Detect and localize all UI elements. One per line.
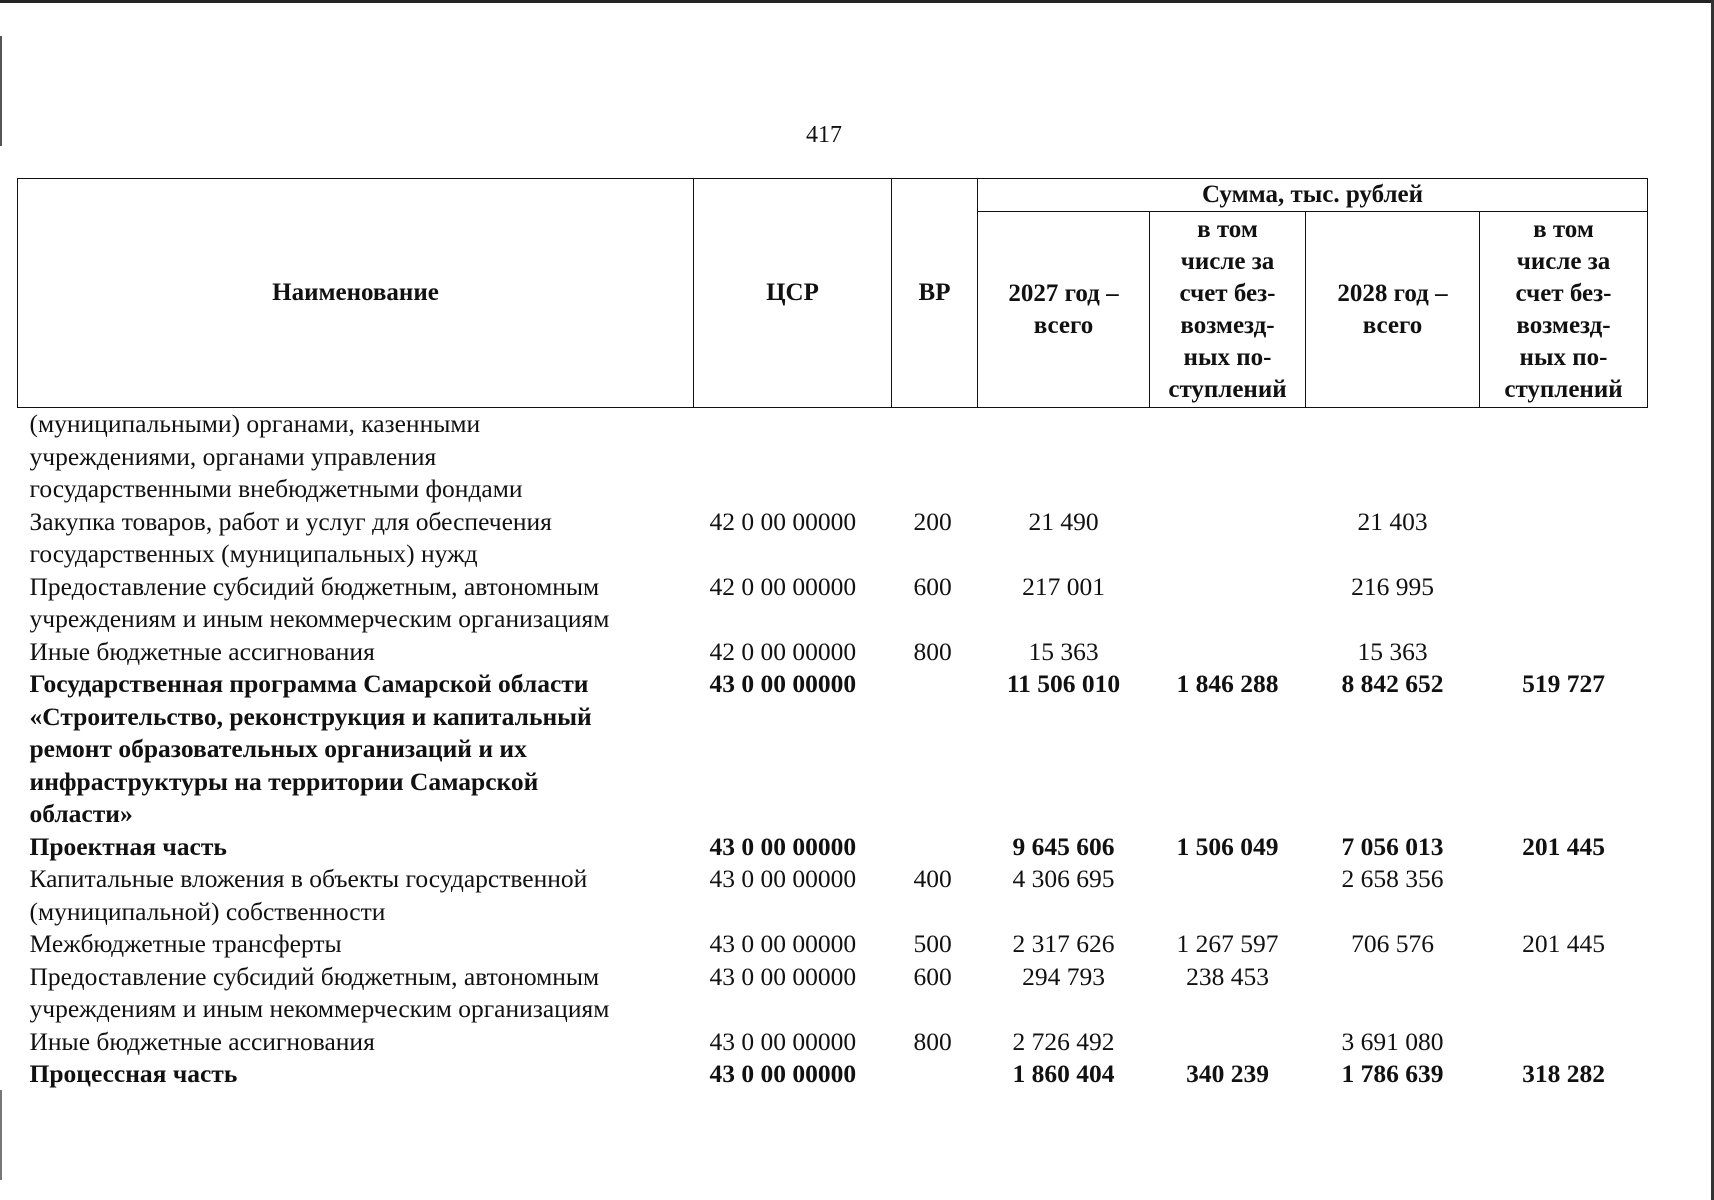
cell-vr: 400 <box>913 864 952 893</box>
cell-2028-total: 2 658 356 <box>1341 864 1444 893</box>
table-row <box>18 863 1648 928</box>
scan-edge-left <box>0 36 2 146</box>
cell-vr: 200 <box>913 506 952 536</box>
cell-name-line: Капитальные вложения в объекты государственной <box>29 864 588 893</box>
cell-name-line: учреждениями, органами управления <box>29 441 437 471</box>
cell-2027-total: 1 860 404 <box>1012 1059 1115 1088</box>
cell-2027-total: 2 726 492 <box>1012 1026 1115 1056</box>
table-row <box>18 668 1648 831</box>
cell-2028-gratuitous <box>1480 1026 1648 1059</box>
cell-2027-total: 15 363 <box>1028 636 1099 666</box>
table-row <box>18 831 1648 864</box>
cell-vr: 600 <box>913 961 952 991</box>
cell-name-line: Проектная часть <box>29 831 227 861</box>
table-row <box>18 571 1648 636</box>
cell-2027-gratuitous <box>1150 636 1306 669</box>
header-2027-gratuitous-line: ных по- <box>1183 343 1272 371</box>
cell-name <box>18 928 694 961</box>
cell-name-line: Государственная программа Самарской области <box>29 669 589 698</box>
cell-2028-gratuitous <box>1480 408 1648 506</box>
cell-2028-gratuitous: 201 445 <box>1522 929 1605 958</box>
cell-2027-gratuitous: 340 239 <box>1186 1059 1269 1088</box>
header-2027-gratuitous-line: ступлений <box>1168 375 1287 403</box>
cell-2027-total: 294 793 <box>1022 961 1105 991</box>
cell-csr: 43 0 00 00000 <box>709 864 857 893</box>
header-2028-gratuitous-line: возмезд- <box>1516 311 1611 339</box>
cell-csr <box>694 408 892 506</box>
table-row <box>18 1058 1648 1091</box>
cell-name-line: Межбюджетные трансферты <box>29 929 342 958</box>
cell-name <box>18 961 694 1026</box>
table-row <box>18 961 1648 1026</box>
cell-name-line: государственными внебюджетными фондами <box>29 474 523 503</box>
cell-csr: 43 0 00 00000 <box>709 1026 857 1056</box>
cell-2028-total: 15 363 <box>1357 636 1428 666</box>
cell-name-line: Иные бюджетные ассигнования <box>29 636 375 666</box>
cell-name <box>18 1058 694 1091</box>
cell-name-line: «Строительство, реконструкция и капитальный <box>29 701 592 731</box>
table-row <box>18 408 1648 506</box>
header-2028-gratuitous-line: ступлений <box>1504 375 1623 403</box>
cell-2028-gratuitous: 519 727 <box>1522 669 1605 698</box>
budget-table <box>17 178 1648 1091</box>
cell-2028-total: 21 403 <box>1357 506 1428 536</box>
page-number: 417 <box>806 122 842 148</box>
cell-vr: 800 <box>913 636 952 666</box>
header-2027-total <box>978 212 1150 408</box>
cell-name <box>18 636 694 669</box>
table-row <box>18 636 1648 669</box>
cell-name-line: государственных (муниципальных) нужд <box>29 539 478 568</box>
cell-2028-gratuitous: 201 445 <box>1522 831 1605 861</box>
table-row <box>18 1026 1648 1059</box>
cell-csr: 43 0 00 00000 <box>709 929 857 958</box>
cell-vr <box>892 668 978 831</box>
table-header <box>18 179 1648 408</box>
cell-name-line: Предоставление субсидий бюджетным, автономным <box>29 571 600 601</box>
cell-2027-total: 2 317 626 <box>1012 929 1115 958</box>
cell-2028-gratuitous <box>1480 961 1648 1026</box>
cell-name <box>18 408 694 506</box>
table-row <box>18 506 1648 571</box>
cell-2027-gratuitous <box>1150 863 1306 928</box>
cell-name <box>18 831 694 864</box>
header-sum: Сумма, тыс. рублей <box>978 179 1648 212</box>
cell-2028-gratuitous: 318 282 <box>1522 1059 1605 1088</box>
cell-2027-gratuitous: 1 267 597 <box>1176 929 1279 958</box>
cell-csr: 42 0 00 00000 <box>709 571 857 601</box>
header-2028-total-line2: всего <box>1362 311 1423 339</box>
cell-vr <box>892 831 978 864</box>
header-2028-gratuitous-line: счет без- <box>1515 279 1612 307</box>
cell-name-line: (муниципальной) собственности <box>29 896 386 926</box>
scan-edge-top <box>0 0 1714 3</box>
header-2027-gratuitous-line: возмезд- <box>1180 311 1275 339</box>
cell-2028-gratuitous <box>1480 571 1648 636</box>
cell-2027-gratuitous <box>1150 506 1306 571</box>
cell-2027-total: 11 506 010 <box>1006 669 1121 698</box>
cell-name-line: учреждениям и иным некоммерческим организациям <box>29 604 610 633</box>
cell-name-line: ремонт образовательных организаций и их <box>29 734 527 763</box>
table-body <box>18 408 1648 1091</box>
cell-name-line: области» <box>29 799 133 828</box>
cell-2028-gratuitous <box>1480 636 1648 669</box>
cell-vr <box>892 1058 978 1091</box>
cell-2027-total <box>978 408 1150 506</box>
cell-name-line: Закупка товаров, работ и услуг для обеспечения <box>29 506 552 536</box>
header-2027-gratuitous-line: счет без- <box>1179 279 1276 307</box>
cell-vr: 500 <box>913 929 952 958</box>
cell-2028-total: 3 691 080 <box>1341 1026 1444 1056</box>
header-2027-total-line2: всего <box>1033 311 1094 339</box>
cell-2028-total: 8 842 652 <box>1341 669 1444 698</box>
header-2028-gratuitous-line: ных по- <box>1519 343 1608 371</box>
cell-2027-gratuitous <box>1150 408 1306 506</box>
cell-2028-total: 1 786 639 <box>1341 1059 1444 1088</box>
cell-csr: 43 0 00 00000 <box>709 831 857 861</box>
cell-2027-gratuitous <box>1150 1026 1306 1059</box>
header-2028-total-line1: 2028 год – <box>1337 279 1448 307</box>
header-2027-total-line1: 2027 год – <box>1008 279 1119 307</box>
cell-2027-gratuitous: 238 453 <box>1186 961 1269 991</box>
cell-name <box>18 1026 694 1059</box>
cell-vr <box>892 408 978 506</box>
cell-name-line: Предоставление субсидий бюджетным, автономным <box>29 961 600 991</box>
cell-name <box>18 668 694 831</box>
cell-2028-total: 216 995 <box>1351 571 1434 601</box>
table-row <box>18 928 1648 961</box>
scan-edge-left-lower <box>0 1090 2 1180</box>
cell-name-line: (муниципальными) органами, казенными <box>29 409 481 438</box>
cell-name-line: Иные бюджетные ассигнования <box>29 1026 375 1056</box>
cell-name <box>18 571 694 636</box>
cell-name-line: Процессная часть <box>29 1059 238 1088</box>
header-name: Наименование <box>18 179 694 408</box>
header-2028-gratuitous-line: в том <box>1533 215 1594 243</box>
cell-2027-gratuitous: 1 506 049 <box>1176 831 1279 861</box>
cell-vr: 600 <box>913 571 952 601</box>
header-csr: ЦСР <box>694 179 892 408</box>
header-2028-gratuitous-line: числе за <box>1516 247 1611 275</box>
cell-2027-gratuitous <box>1150 571 1306 636</box>
cell-csr: 43 0 00 00000 <box>709 1059 857 1088</box>
header-2028-total <box>1306 212 1480 408</box>
cell-csr: 42 0 00 00000 <box>709 506 857 536</box>
header-2028-gratuitous <box>1480 212 1648 408</box>
header-2027-gratuitous <box>1150 212 1306 408</box>
cell-2028-total <box>1306 408 1480 506</box>
cell-2028-total: 706 576 <box>1351 929 1434 958</box>
cell-2028-gratuitous <box>1480 506 1648 571</box>
cell-2027-total: 21 490 <box>1028 506 1099 536</box>
cell-name <box>18 506 694 571</box>
cell-2027-total: 4 306 695 <box>1012 864 1115 893</box>
header-2027-gratuitous-line: в том <box>1197 215 1258 243</box>
cell-2027-total: 9 645 606 <box>1012 831 1115 861</box>
cell-name-line: учреждениям и иным некоммерческим организациям <box>29 994 610 1023</box>
cell-2028-gratuitous <box>1480 863 1648 928</box>
cell-2027-total: 217 001 <box>1022 571 1105 601</box>
header-2027-gratuitous-line: числе за <box>1180 247 1275 275</box>
cell-csr: 42 0 00 00000 <box>709 636 857 666</box>
cell-2027-gratuitous: 1 846 288 <box>1176 669 1279 698</box>
cell-2028-total: 7 056 013 <box>1341 831 1444 861</box>
cell-csr: 43 0 00 00000 <box>709 961 857 991</box>
cell-vr: 800 <box>913 1026 952 1056</box>
cell-name-line: инфраструктуры на территории Самарской <box>29 766 539 796</box>
cell-2028-total <box>1306 961 1480 1026</box>
cell-csr: 43 0 00 00000 <box>709 669 857 698</box>
header-vr: ВР <box>892 179 978 408</box>
cell-name <box>18 863 694 928</box>
